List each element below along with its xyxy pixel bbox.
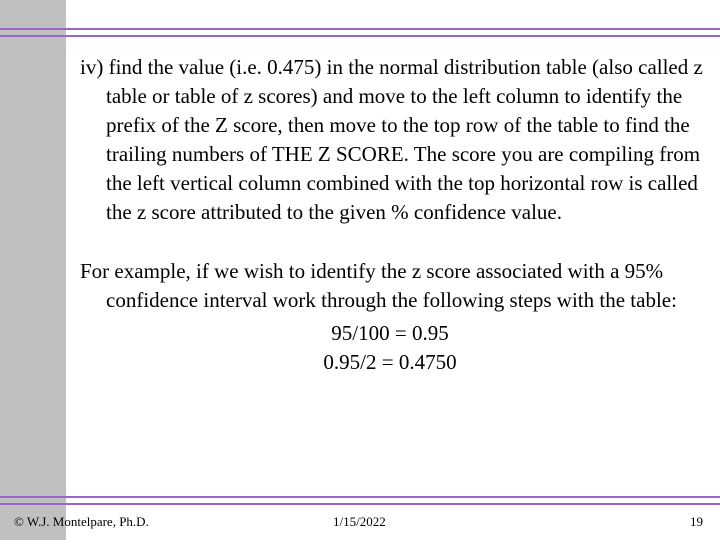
paragraph-example: For example, if we wish to identify the z score associated with a 95% confidence interval work through the following steps with the table: [80, 259, 677, 312]
left-side-bar [0, 0, 66, 540]
calculation-block [80, 319, 705, 377]
top-rule-upper [0, 28, 720, 30]
bottom-rule-lower [0, 503, 720, 505]
top-rule-lower [0, 35, 720, 37]
footer-page-number: 19 [690, 514, 703, 529]
calc-line-1: 95/100 = 0.95 [331, 321, 449, 345]
footer-author: © W.J. Montelpare, Ph.D. [14, 514, 149, 529]
calc-line-2: 0.95/2 = 0.4750 [323, 350, 457, 374]
paragraph-find-z-value: iv) find the value (i.e. 0.475) in the normal distribution table (also called z table or table of z scores) and move to the left column to identify the prefix of the Z score, then move to the top row of the table to find the trailing numbers of THE Z SCORE. The score you are compiling from the left vertical column combined with the top horizontal row is called the z score attributed to the given % confidence value. [80, 55, 703, 224]
footer-date: 1/15/2022 [333, 514, 386, 529]
slide-body [80, 53, 705, 377]
bottom-rule-upper [0, 496, 720, 498]
